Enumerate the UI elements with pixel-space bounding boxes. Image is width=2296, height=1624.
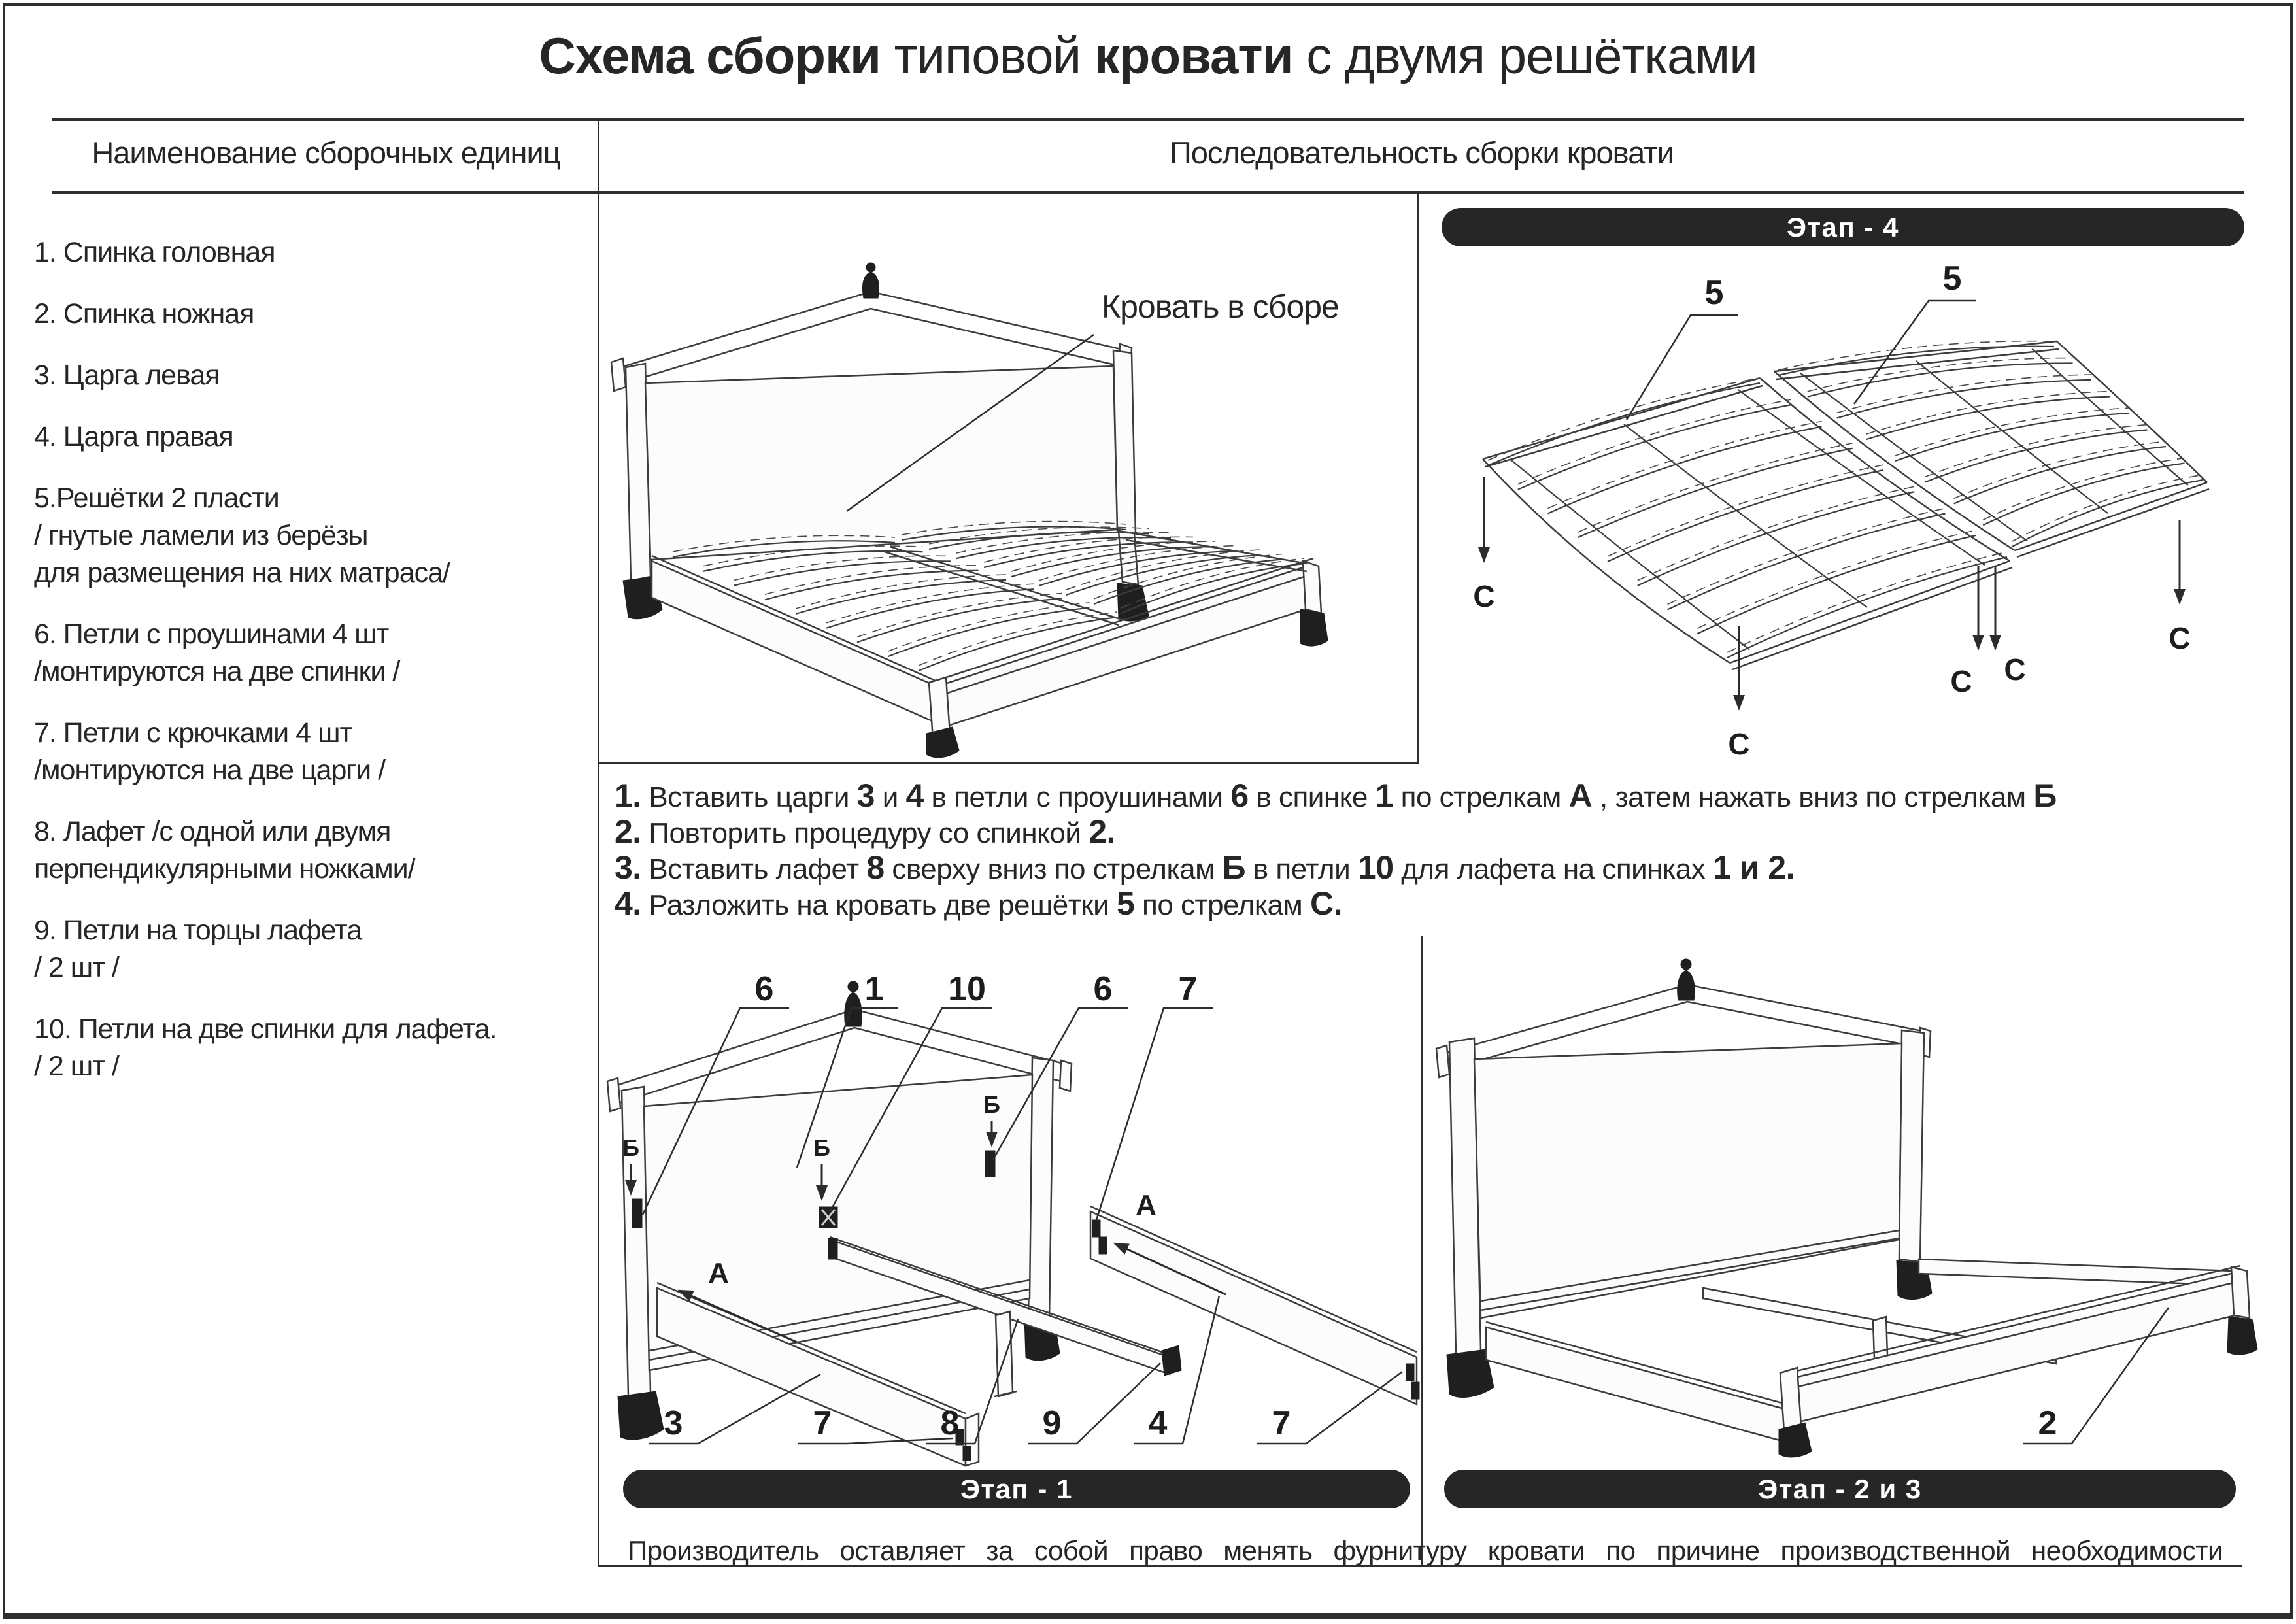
stage4-pill: Этап - 4 <box>1442 208 2244 246</box>
list-item <box>34 1011 594 1085</box>
instr-seg: , затем нажать вниз по стрелкам <box>1592 781 2034 813</box>
parts-list <box>34 234 594 1109</box>
instr-seg: 1. <box>615 777 641 814</box>
instr-seg: в спинке <box>1248 781 1376 813</box>
part-label-5: 5 <box>1704 274 1724 312</box>
list-item <box>34 234 594 271</box>
instr-seg: Разложить на кровать две решётки <box>641 889 1117 921</box>
assembled-box-right-border <box>1417 191 1419 764</box>
list-item <box>34 813 594 888</box>
stage1-pill: Этап - 1 <box>623 1470 1410 1508</box>
part-label-1: 1 <box>864 970 884 1008</box>
instr-seg: 4 <box>905 777 924 814</box>
bed-base-drawing <box>652 522 1328 758</box>
instr-seg: в петли <box>1245 853 1358 885</box>
list-item <box>34 418 594 456</box>
list-item <box>34 296 594 333</box>
instr-seg: по стрелкам <box>1134 889 1310 921</box>
instr-seg: для лафета на спинках <box>1393 853 1713 885</box>
instr-seg: в петли с проушинами <box>923 781 1231 813</box>
footboard-foot <box>926 727 959 758</box>
instr-seg: 1 и 2. <box>1712 849 1795 886</box>
arrow-label-b: Б <box>983 1091 1000 1118</box>
instr-seg: 3. <box>615 849 641 886</box>
arrow-label-a: А <box>1136 1189 1156 1221</box>
direction-arrows-c <box>1473 477 2190 761</box>
arrow-label-a: А <box>708 1257 729 1289</box>
stage4-lattices-drawing <box>1432 203 2289 804</box>
part-label-7: 7 <box>1272 1404 1291 1442</box>
list-item <box>34 616 594 690</box>
list-item-line: 7. Петли с крючками 4 шт <box>34 717 352 749</box>
list-item-line: /монтируются на две спинки / <box>34 656 400 687</box>
part-label-2: 2 <box>2038 1404 2057 1442</box>
footer-note: Производитель оставляет за собой право менять фурнитуру кровати по причине производственной необходимости <box>628 1535 2223 1566</box>
headboard-drawing <box>611 263 1149 621</box>
list-item <box>34 480 594 592</box>
instr-seg: 5 <box>1116 885 1135 922</box>
part-label-10: 10 <box>948 970 986 1008</box>
headboard-drawing <box>1436 959 1932 1397</box>
instr-seg: и <box>874 781 906 813</box>
arrow-label-c: С <box>1950 664 1972 698</box>
instruction-line <box>615 778 2269 814</box>
arrow-label-c: С <box>1473 579 1495 613</box>
arrow-label-c: С <box>2169 621 2191 655</box>
footboard-foot <box>1300 609 1328 646</box>
eyelet-hinge <box>632 1199 642 1228</box>
list-item-line: 2. Спинка ножная <box>34 298 254 330</box>
instr-seg: по стрелкам <box>1393 781 1569 813</box>
instruction-line <box>615 814 2269 850</box>
list-item-line: 3. Царга левая <box>34 360 220 391</box>
page-border-bottom <box>3 1613 2293 1619</box>
arrow-label-b: Б <box>622 1134 639 1161</box>
part-label-5: 5 <box>1942 260 1962 297</box>
instruction-line <box>615 850 2269 886</box>
footboard-foot <box>1779 1423 1812 1457</box>
headboard-foot <box>618 1391 664 1440</box>
title-part-reg1: типовой <box>881 27 1094 84</box>
list-item-line: 6. Петли с проушинами 4 шт <box>34 618 389 650</box>
part-label-4: 4 <box>1148 1404 1168 1442</box>
instr-seg: сверху вниз по стрелкам <box>884 853 1223 885</box>
instr-seg: А <box>1568 777 1593 814</box>
part-label-6: 6 <box>1093 970 1113 1008</box>
eyelet-hinge <box>985 1151 995 1177</box>
stage23-frame-drawing <box>1423 935 2291 1533</box>
part-label-8: 8 <box>940 1404 960 1442</box>
list-item-line: / гнутые ламели из берёзы <box>34 520 368 551</box>
instr-seg: 3 <box>856 777 875 814</box>
title-underline <box>52 118 2244 121</box>
assembled-bed-drawing <box>599 194 1417 762</box>
page-border-top <box>3 3 2293 6</box>
stage23-pill: Этап - 2 и 3 <box>1444 1470 2236 1508</box>
part-label-3: 3 <box>664 1404 683 1442</box>
instructions <box>615 778 2269 922</box>
page-border-left <box>3 3 5 1619</box>
instr-seg: 2. <box>615 813 641 850</box>
lafet-leg <box>996 1311 1013 1396</box>
instr-seg: 1 <box>1375 777 1393 814</box>
instr-seg: Б <box>2033 777 2057 814</box>
part-label-6: 6 <box>754 970 774 1008</box>
list-item-line: 8. Лафет /с одной или двумя <box>34 816 391 847</box>
footboard-foot <box>2227 1317 2257 1355</box>
stage1-exploded-drawing <box>599 935 1420 1533</box>
lattice-sheet-right <box>1774 341 2209 557</box>
instr-seg: С. <box>1310 885 1342 922</box>
hook-hinge <box>1406 1364 1414 1381</box>
instruction-line <box>615 886 2269 922</box>
instr-seg: 4. <box>615 885 641 922</box>
parts-column-header: Наименование сборочных единиц <box>92 135 560 170</box>
part-label-7: 7 <box>1178 970 1198 1008</box>
list-item <box>34 912 594 987</box>
title-part-bold1: Схема сборки <box>539 27 881 84</box>
label-leader-line <box>1627 315 1738 420</box>
list-item-line: 4. Царга правая <box>34 421 233 452</box>
assembled-box-bottom-border <box>598 762 1419 764</box>
assembled-caption: Кровать в сборе <box>1102 288 1339 325</box>
list-item-line: 10. Петли на две спинки для лафета. <box>34 1013 497 1045</box>
arrow-label-b: Б <box>813 1134 830 1161</box>
hook-hinge <box>1099 1237 1107 1254</box>
finial <box>862 272 879 298</box>
title-part-reg2: с двумя решётками <box>1292 27 1757 84</box>
footboard <box>1787 1272 2240 1424</box>
instr-seg: 10 <box>1357 849 1394 886</box>
rail-right-drawing <box>1090 1206 1419 1404</box>
part-label-7: 7 <box>813 1404 832 1442</box>
list-item-line: /монтируются на две царги / <box>34 754 386 786</box>
instr-seg: Вставить царги <box>641 781 857 813</box>
part-label-9: 9 <box>1042 1404 1062 1442</box>
list-item-line: для размещения на них матраса/ <box>34 557 450 588</box>
sequence-column-header: Последовательность сборки кровати <box>1170 135 1674 170</box>
instr-seg: 8 <box>866 849 885 886</box>
page-title <box>0 26 2296 86</box>
arrow-label-c: С <box>1728 727 1750 761</box>
instr-seg: Вставить лафет <box>641 853 867 885</box>
footboard-drawing <box>1779 1266 2257 1457</box>
instr-seg: 2. <box>1089 813 1115 850</box>
list-item-line: перпендикулярными ножками/ <box>34 853 415 885</box>
list-item-line: 9. Петли на торцы лафета <box>34 915 362 946</box>
hook-hinge <box>1092 1220 1100 1237</box>
list-item-line: 5.Решётки 2 пласти <box>34 482 279 514</box>
list-item-line: / 2 шт / <box>34 952 119 983</box>
title-part-bold2: кровати <box>1094 27 1293 84</box>
instr-seg: 6 <box>1230 777 1249 814</box>
finial <box>1678 970 1695 1000</box>
list-item-line: / 2 шт / <box>34 1051 119 1082</box>
hook-hinge <box>963 1446 971 1461</box>
arrow-label-c: С <box>2004 652 2026 686</box>
instr-seg: Б <box>1222 849 1246 886</box>
instr-seg: Повторить процедуру со спинкой <box>641 817 1089 849</box>
hook-hinge <box>1411 1382 1419 1399</box>
list-item-line: 1. Спинка головная <box>34 237 275 268</box>
lafet-end-hinge <box>1162 1345 1181 1376</box>
list-item <box>34 357 594 394</box>
list-item <box>34 715 594 789</box>
